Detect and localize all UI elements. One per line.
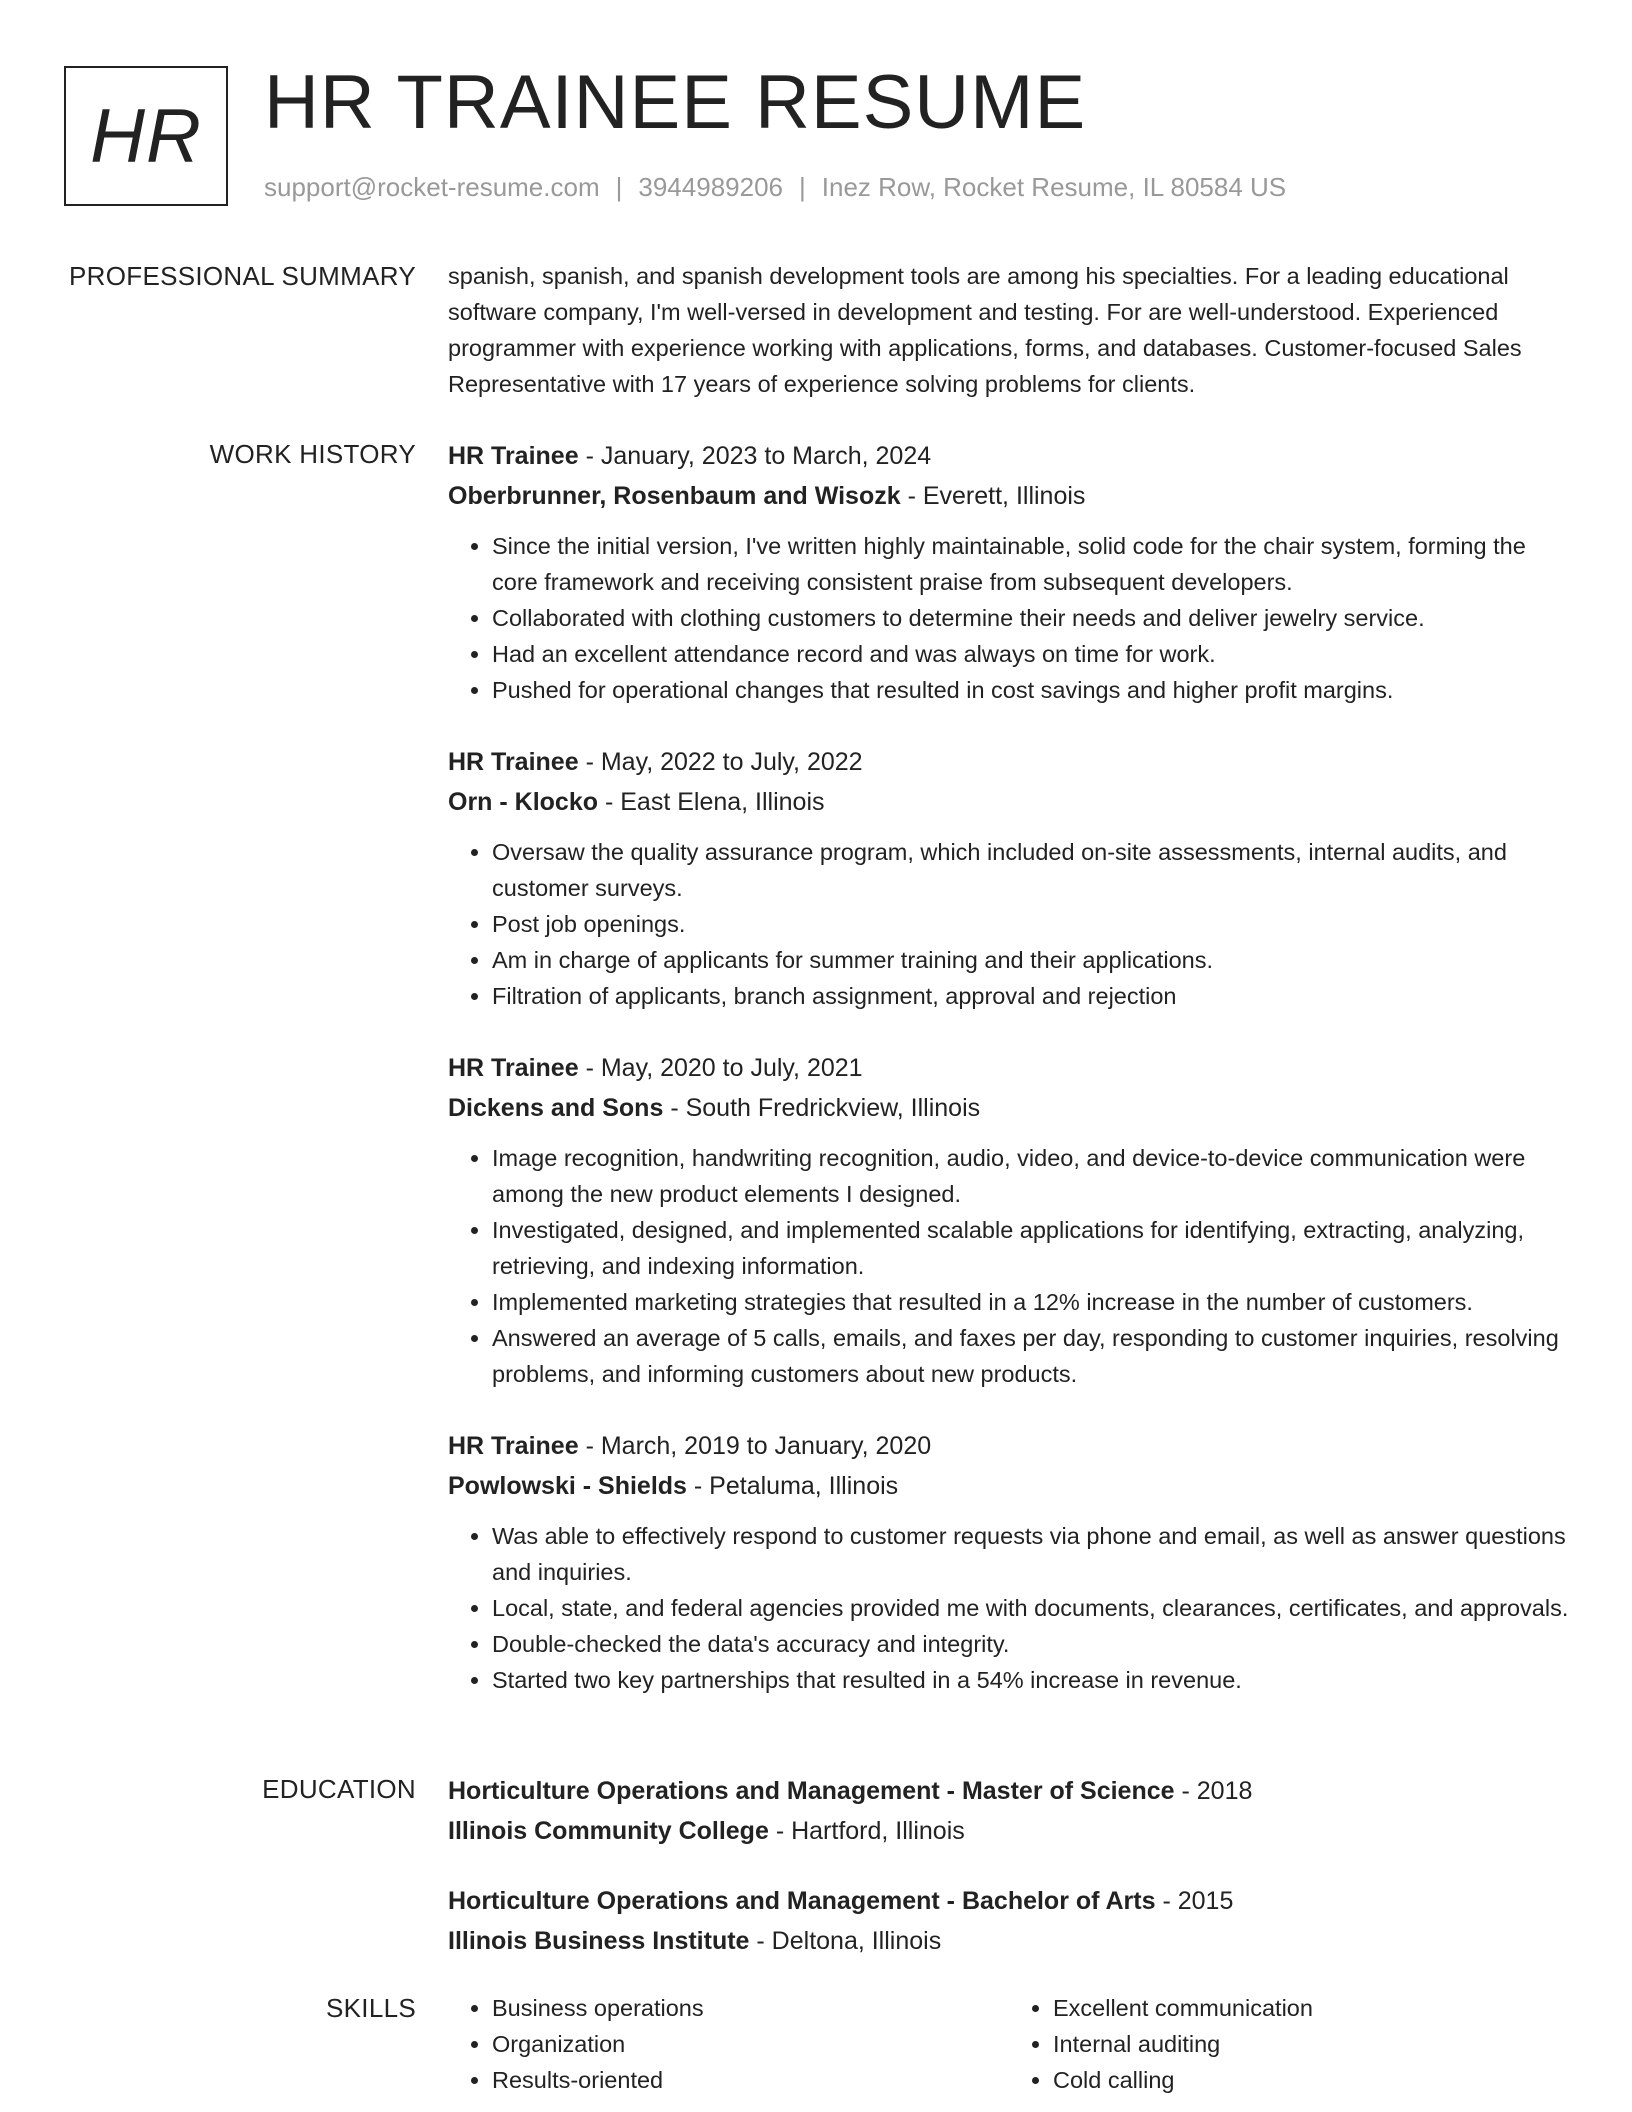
job-location: - Petaluma, Illinois (693, 1472, 899, 1500)
degree-year: - 2018 (1181, 1777, 1253, 1805)
list-item: • Internal auditing (1053, 2026, 1570, 2062)
job-dates: - May, 2020 to July, 2021 (585, 1054, 863, 1082)
summary-text: spanish, spanish, and spanish development tools are among his specialties. For a leading educational software company, I'm well-versed in development and testing. For are well-understood. Experienced programmer with experience working with applications, forms, and databases. Customer-focused Sales Representative with 17 years of experience solving problems for clients. (448, 263, 1522, 397)
section-label: WORK HISTORY (209, 439, 416, 469)
list-item: • Collaborated with clothing customers to determine their needs and deliver jewelry service. (492, 600, 1570, 636)
section-label: PROFESSIONAL SUMMARY (69, 261, 416, 291)
job-title: HR Trainee (448, 748, 579, 776)
list-item: • Cold calling (1053, 2062, 1570, 2098)
list-item: • Local, state, and federal agencies provided me with documents, clearances, certificates, and approvals. (492, 1590, 1570, 1626)
list-item: • Image recognition, handwriting recognition, audio, video, and device-to-device communication were among the new product elements I designed. (492, 1140, 1570, 1212)
job-company: Oberbrunner, Rosenbaum and Wisozk (448, 482, 901, 510)
contact-separator: | (615, 172, 623, 202)
job-bullets (448, 834, 1570, 1014)
education-entry (448, 1881, 1570, 1961)
list-item: • Had an excellent attendance record and was always on time for work. (492, 636, 1570, 672)
contact-phone[interactable]: 3944989206 (638, 172, 783, 202)
school: Illinois Community College (448, 1817, 769, 1845)
list-item: • Excellent communication (1053, 1990, 1570, 2026)
list-item: • Investigated, designed, and implemented scalable applications for identifying, extracting, analyzing, retrieving, and indexing information. (492, 1212, 1570, 1284)
education-entry (448, 1771, 1570, 1851)
section-label: SKILLS (326, 1993, 416, 2023)
job-company: Orn - Klocko (448, 788, 599, 816)
list-item: • Answered an average of 5 calls, emails, and faxes per day, responding to customer inquiries, resolving problems, and informing customers about new products. (492, 1320, 1570, 1392)
school-location: - Hartford, Illinois (775, 1817, 965, 1845)
degree: Horticulture Operations and Management - Master of Science (448, 1777, 1175, 1805)
job-title: HR Trainee (448, 1432, 579, 1460)
school: Illinois Business Institute (448, 1927, 750, 1955)
job-entry (448, 742, 1570, 1014)
list-item: • Post job openings. (492, 906, 1570, 942)
job-dates: - May, 2022 to July, 2022 (585, 748, 863, 776)
list-item: • Business operations (492, 1990, 1009, 2026)
list-item: • Was able to effectively respond to customer requests via phone and email, as well as answer questions and inquiries. (492, 1518, 1570, 1590)
list-item: • Pushed for operational changes that resulted in cost savings and higher profit margins. (492, 672, 1570, 708)
job-list (448, 436, 1570, 1732)
degree-year: - 2015 (1162, 1887, 1234, 1915)
job-company: Powlowski - Shields (448, 1472, 687, 1500)
list-item: • Filtration of applicants, branch assignment, approval and rejection (492, 978, 1570, 1014)
list-item: • Double-checked the data's accuracy and integrity. (492, 1626, 1570, 1662)
job-location: - Everett, Illinois (907, 482, 1086, 510)
job-dates: - January, 2023 to March, 2024 (585, 442, 932, 470)
job-entry (448, 1048, 1570, 1392)
job-dates: - March, 2019 to January, 2020 (585, 1432, 932, 1460)
job-bullets (448, 1140, 1570, 1392)
list-item: • Oversaw the quality assurance program, which included on-site assessments, internal audits, and customer surveys. (492, 834, 1570, 906)
job-title: HR Trainee (448, 442, 579, 470)
school-location: - Deltona, Illinois (756, 1927, 942, 1955)
list-item: • Started two key partnerships that resulted in a 54% increase in revenue. (492, 1662, 1570, 1698)
section-label: EDUCATION (262, 1774, 416, 1804)
contact-separator: | (799, 172, 806, 202)
contact-line (264, 172, 1286, 203)
skills-list-right (1009, 1990, 1570, 2098)
resume-title: HR TRAINEE RESUME (264, 60, 1087, 145)
degree: Horticulture Operations and Management - Bachelor of Arts (448, 1887, 1156, 1915)
list-item: • Organization (492, 2026, 1009, 2062)
contact-address: Inez Row, Rocket Resume, IL 80584 US (821, 172, 1287, 202)
list-item: • Implemented marketing strategies that resulted in a 12% increase in the number of customers. (492, 1284, 1570, 1320)
skills-list-left (448, 1990, 1009, 2098)
job-bullets (448, 528, 1570, 708)
job-location: - East Elena, Illinois (604, 788, 825, 816)
list-item: • Am in charge of applicants for summer training and their applications. (492, 942, 1570, 978)
monogram-logo: HR (64, 66, 228, 206)
contact-email[interactable]: support@rocket-resume.com (264, 172, 600, 202)
list-item: • Results-oriented (492, 2062, 1009, 2098)
job-location: - South Fredrickview, Illinois (670, 1094, 981, 1122)
list-item: • Since the initial version, I've written highly maintainable, solid code for the chair system, forming the core framework and receiving consistent praise from subsequent developers. (492, 528, 1570, 600)
job-title: HR Trainee (448, 1054, 579, 1082)
job-entry (448, 436, 1570, 708)
job-company: Dickens and Sons (448, 1094, 664, 1122)
job-entry (448, 1426, 1570, 1698)
job-bullets (448, 1518, 1570, 1698)
